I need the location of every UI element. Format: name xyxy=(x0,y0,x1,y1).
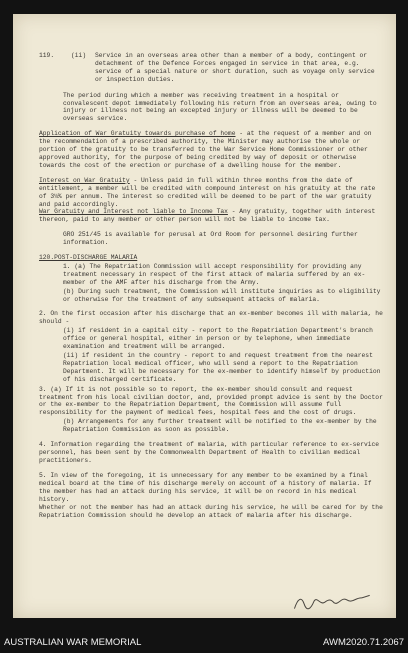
heading-malaria: 120.POST-DISCHARGE MALARIA xyxy=(39,254,138,262)
malaria-p1: 1. (a) The Repatriation Commission will accept responsibility for providing any treatment necessary in respect of the first attack of malaria suffered by an ex-member of the AMF after his discharge from the Army. xyxy=(63,262,366,286)
section-number: 119. xyxy=(39,52,55,59)
text-gratuity-home: - at the request of a member and on the recommendation of a prescribed authority, the Minister may authorise the whole or portion of the gratuity to be transferred to the War Service Home Commissioner or other approved authority, for the purpose of being credited by way of deposit or otherwise towards the cost of the erection or purchase of a dwelling house for the member. xyxy=(39,130,372,169)
heading-interest: Interest on War Gratuity xyxy=(39,176,130,184)
malaria-p2: 2. On the first occasion after his discharge that an ex-member becomes ill with malaria, he should - xyxy=(39,310,383,326)
para-gro: GRO 251/45 is available for perusal at Ord Room for personnel desiring further information. xyxy=(63,231,358,247)
malaria-p5: 5. In view of the foregoing, it is unnecessary for any member to be examined by a final medical board at the time of his discharge merely on account of a history of malaria. If the member has had an attack during his service, it will be on record in his medical history. xyxy=(39,471,372,503)
section-119 xyxy=(39,52,384,84)
para-not-liable xyxy=(39,208,384,224)
section-text: Service in an overseas area other than a member of a body, contingent or detachment of the Defence Forces engaged in service in that area, e.g. service of a special nature or short duration, such as voyage only service or inspection duties. xyxy=(95,52,375,83)
malaria-p3: 3. (a) If it is not possible so to report, the ex-member should consult and request treatment from his local civilian doctor, and, provided prompt advice is sent by the Doctor or the ex-member to the Repatriation Department, the Commission will assume full responsibility for the payment of medical fees, hospital fees and the cost of drugs. xyxy=(39,385,383,417)
section-120 xyxy=(39,254,384,520)
footer-right-label: AWM2020.71.2067 xyxy=(323,637,404,648)
heading-gratuity-home: Application of War Gratuity towards purchase of home xyxy=(39,130,236,138)
malaria-p3b: (b) Arrangements for any further treatment will be notified to the ex-member by the Repatriation Commission as soon as possible. xyxy=(63,418,377,434)
section-label: (ii) xyxy=(71,52,87,59)
malaria-p1b: (b) During such treatment, the Commission will institute inquiries as to eligibility or otherwise for the treatment of any subsequent attacks of malaria. xyxy=(63,287,381,303)
malaria-p4: 4. Information regarding the treatment of malaria, with particular reference to ex-service personnel, has been sent by the Commonwealth Department of Health to civilian medical practitioners. xyxy=(39,441,380,464)
para-period: The period during which a member was receiving treatment in a hospital or convalescent depot immediately following his return from an overseas area, owing to injury or illness not being an excepted injury or illness will be deemed to be overseas service. xyxy=(63,91,377,123)
footer-left-label: AUSTRALIAN WAR MEMORIAL xyxy=(4,637,142,648)
malaria-p6: Whether or not the member has had an attack during his service, he will be cared for by the Repatriation Commission should he develop an attack of malaria after his discharge. xyxy=(39,504,383,520)
handwritten-signature xyxy=(291,589,372,613)
text-not-liable: - Any gratuity, together with interest thereon, paid to any member or other person will not be liable to income tax. xyxy=(39,208,376,224)
malaria-p2i: (i) if resident in a capital city - report to the Repatriation Department's branch office or general hospital, either in person or by telephone, when immediate examination and treatment will be arranged. xyxy=(63,327,373,351)
text-interest: - Unless paid in full within three months from the date of entitlement, a member will be credited with compound interest on his gratuity at the rate of 3¼% per annum. The interest so credited will be deemed to be part of the war gratuity and paid accordingly. xyxy=(39,176,376,208)
footer-bar xyxy=(0,632,408,653)
para-interest xyxy=(39,177,384,209)
document-page xyxy=(13,14,396,618)
heading-not-liable: War Gratuity and Interest not liable to Income Tax xyxy=(39,208,228,216)
document-body xyxy=(39,52,384,527)
para-gratuity-home xyxy=(39,130,384,170)
malaria-p2ii: (ii) if resident in the country - report to and request treatment from the nearest Repatriation local medical officer, who will send a report to the Repatriation Department. It will be necessary for the ex-member to identify himself by production of his discharged certificate. xyxy=(63,352,381,383)
